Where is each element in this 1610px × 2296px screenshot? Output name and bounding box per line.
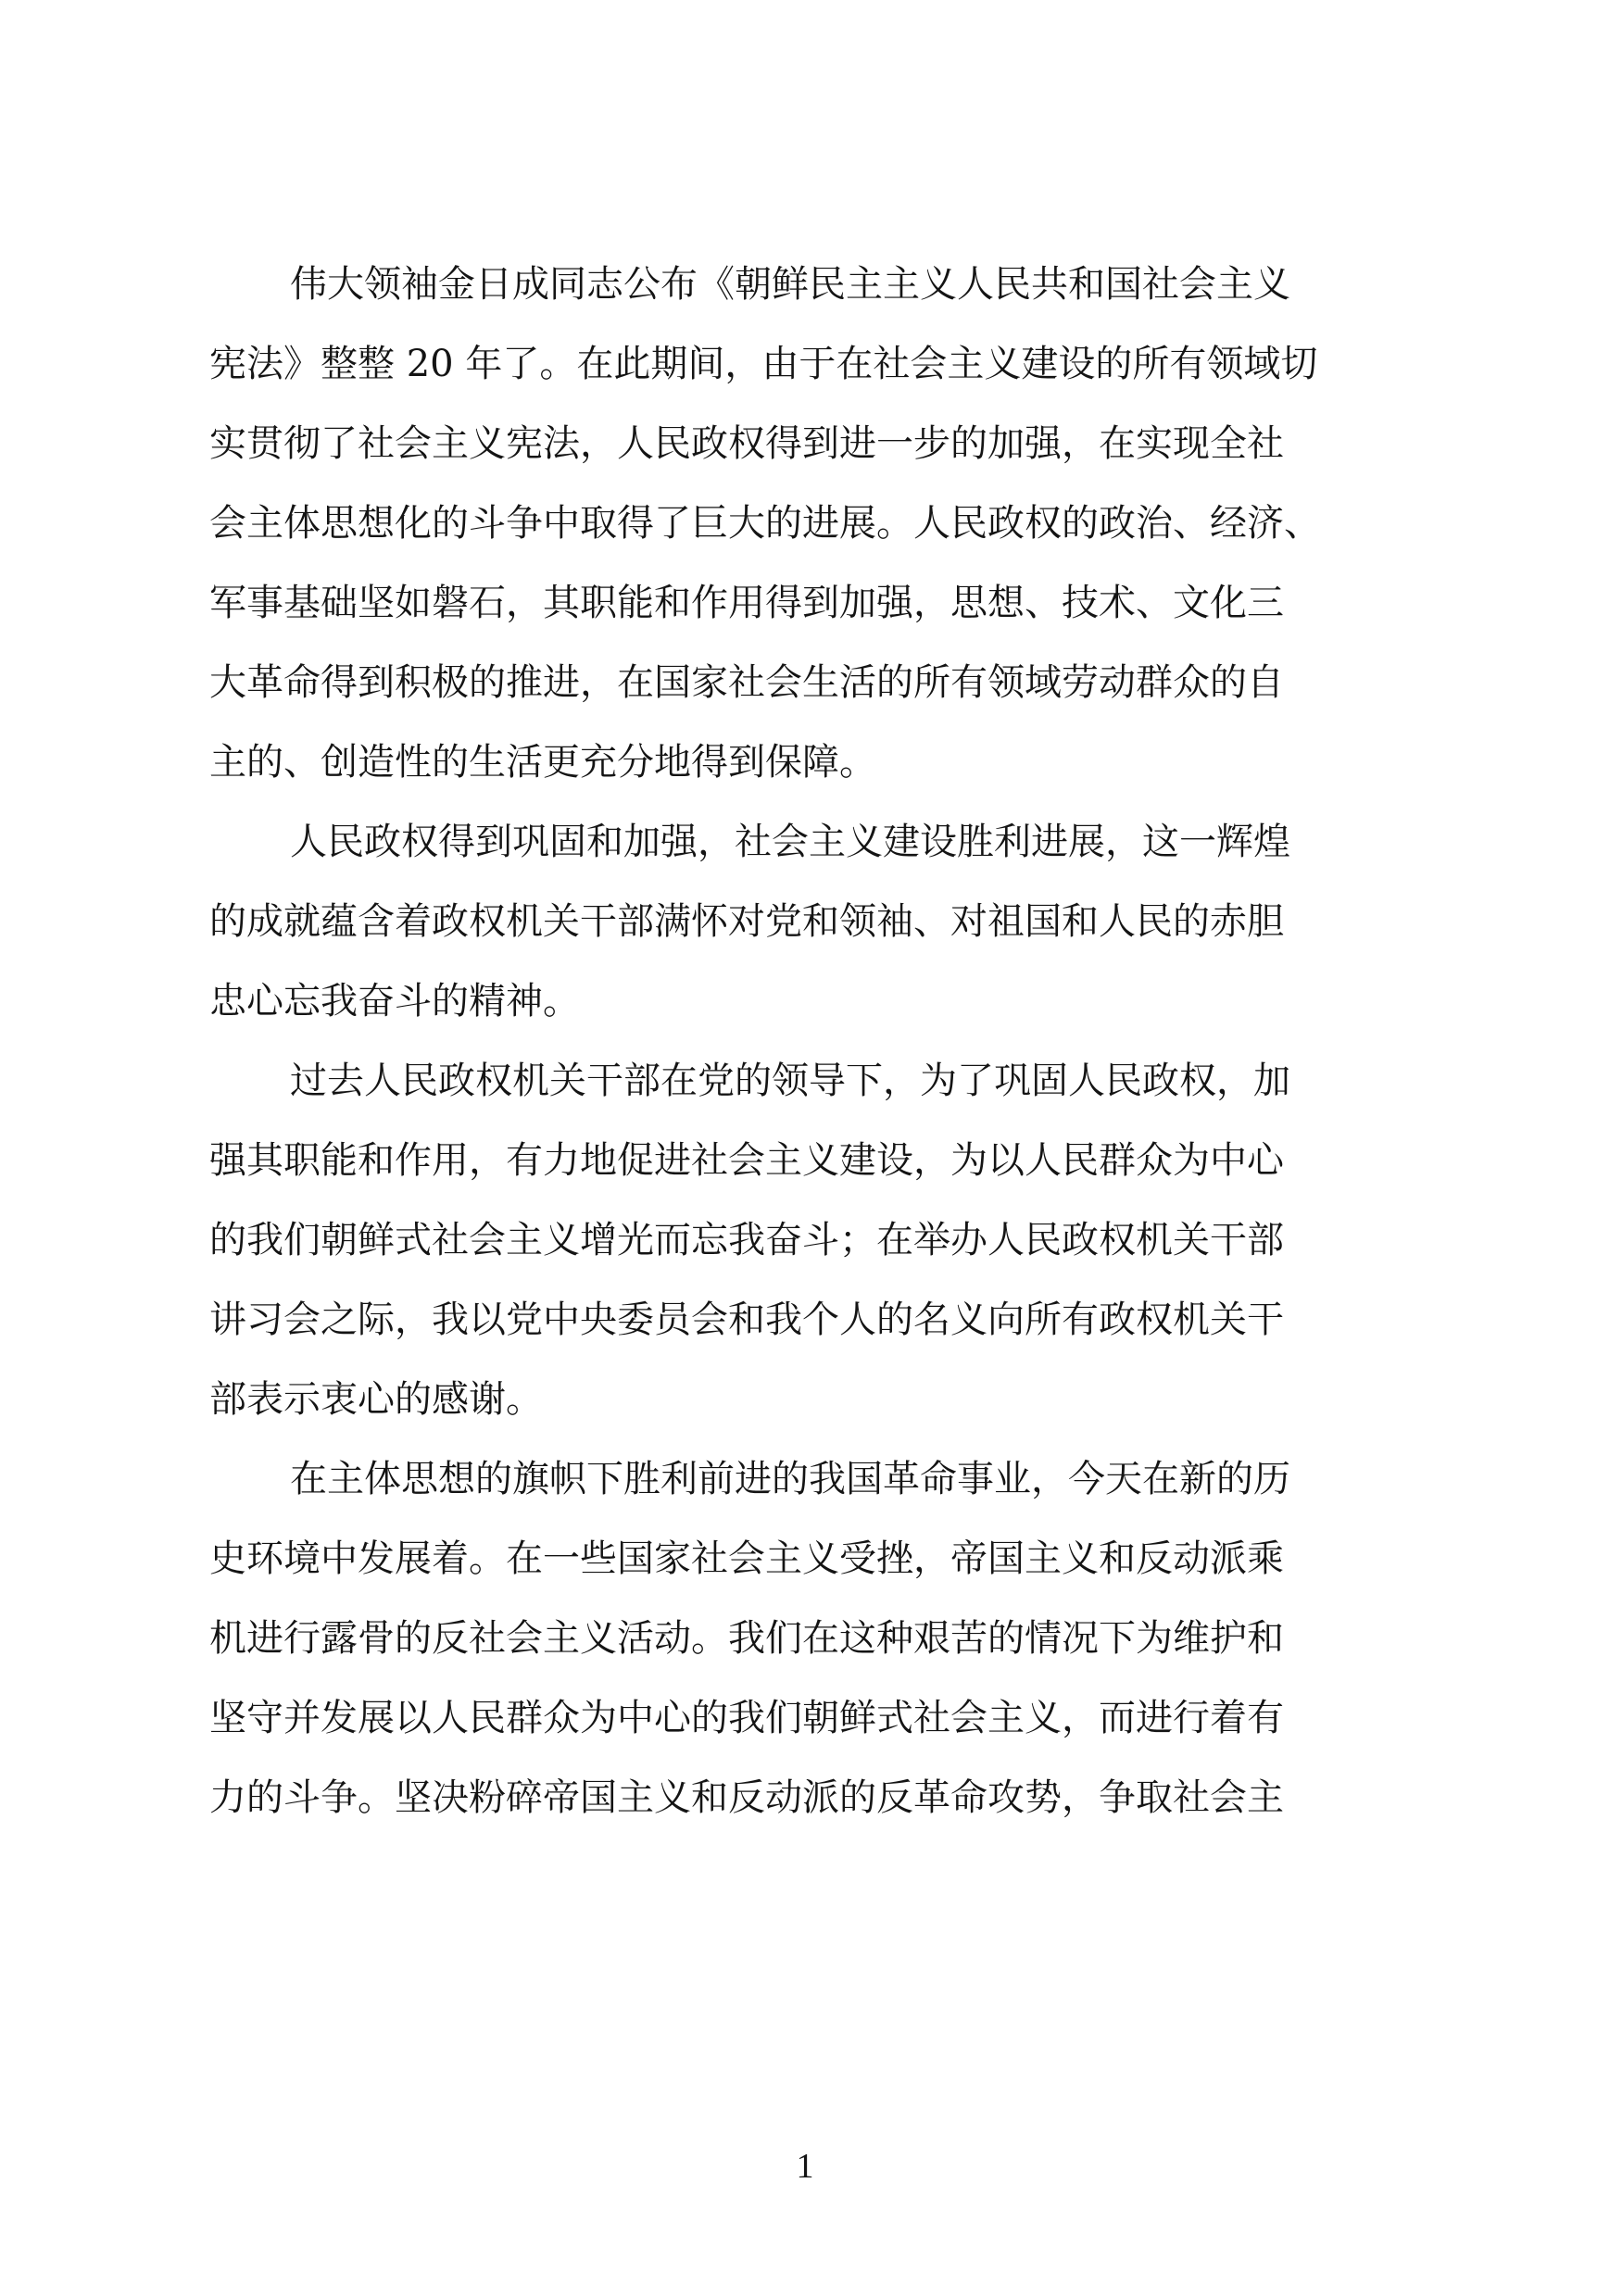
text-line: 史环境中发展着。在一些国家社会主义受挫，帝国主义和反动派乘 xyxy=(209,1537,1284,1580)
text-line: 坚守并发展以人民群众为中心的我们朝鲜式社会主义，而进行着有 xyxy=(209,1697,1284,1739)
text-line: 的成就蕴含着政权机关干部满怀对党和领袖、对祖国和人民的赤胆 xyxy=(209,900,1284,943)
text-line: 大革命得到积极的推进，在国家社会生活的所有领域劳动群众的自 xyxy=(209,661,1284,704)
text-line: 的我们朝鲜式社会主义增光而忘我奋斗；在举办人民政权机关干部 xyxy=(209,1219,1284,1261)
text-line: 在主体思想的旗帜下胜利前进的我国革命事业，今天在新的历 xyxy=(290,1458,1290,1500)
text-line: 强其职能和作用，有力地促进社会主义建设，为以人民群众为中心 xyxy=(209,1139,1284,1182)
text-line: 人民政权得到巩固和加强，社会主义建设胜利进展，这一辉煌 xyxy=(290,821,1290,863)
text-line: 军事基础坚如磐石，其职能和作用得到加强，思想、技术、文化三 xyxy=(209,582,1284,624)
text-line: 主的、创造性的生活更充分地得到保障。 xyxy=(209,741,876,784)
page-number: 1 xyxy=(796,2147,814,2186)
text-line: 部表示衷心的感谢。 xyxy=(209,1378,543,1421)
text-line: 讲习会之际，我以党中央委员会和我个人的名义向所有政权机关干 xyxy=(209,1299,1284,1341)
text-line: 过去人民政权机关干部在党的领导下，为了巩固人民政权，加 xyxy=(290,1060,1290,1102)
text-line: 机进行露骨的反社会主义活动。我们在这种艰苦的情况下为维护和 xyxy=(209,1617,1284,1660)
text-line: 会主体思想化的斗争中取得了巨大的进展。人民政权的政治、经济、 xyxy=(209,502,1321,545)
text-line: 力的斗争。坚决粉碎帝国主义和反动派的反革命攻势，争取社会主 xyxy=(209,1776,1284,1819)
text-line: 伟大领袖金日成同志公布《朝鲜民主主义人民共和国社会主义 xyxy=(290,263,1290,306)
text-line: 实贯彻了社会主义宪法，人民政权得到进一步的加强，在实现全社 xyxy=(209,422,1284,465)
text-line: 忠心忘我奋斗的精神。 xyxy=(209,980,580,1023)
text-line: 宪法》整整 20 年了。在此期间，由于在社会主义建设的所有领域切 xyxy=(209,343,1318,385)
